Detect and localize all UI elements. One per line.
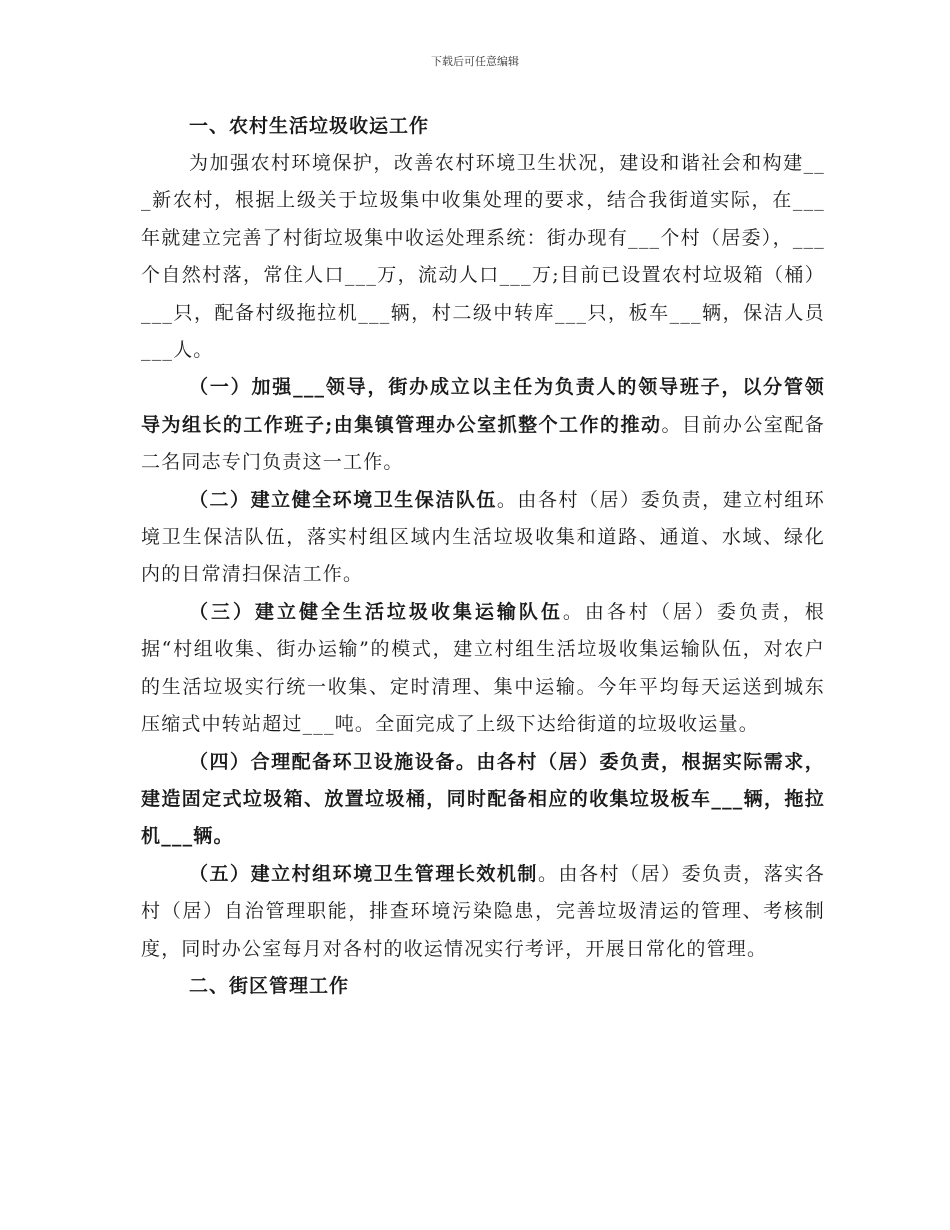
document-body [141, 108, 825, 1005]
paragraph-2 [141, 482, 825, 594]
section-heading-2: 二、街区管理工作 [189, 974, 350, 997]
paragraph-5-lead: （五）建立村组环境卫生管理长效机制 [189, 862, 538, 885]
paragraph-2-body: 。由各村（居）委负责，建立村组环境卫生保洁队伍，落实村组区域内生活垃圾收集和道路、通道、水域、绿化内的日常清扫保洁工作。 [141, 488, 825, 586]
paragraph-3-lead: （三）建立健全生活垃圾收集运输队伍 [189, 600, 563, 623]
paragraph-1-body: 。目前办公室配备二名同志专门负责这一工作。 [141, 413, 825, 474]
paragraph-5-body: 。由各村（居）委负责，落实各村（居）自治管理职能，排查环境污染隐患，完善垃圾清运的管理、考核制度，同时办公室每月对各村的收运情况实行考评，开展日常化的管理。 [141, 862, 825, 960]
paragraph-4: （四）合理配备环卫设施设备。由各村（居）委负责，根据实际需求，建造固定式垃圾箱、放置垃圾桶，同时配备相应的收集垃圾板车___辆，拖拉机___辆。 [141, 750, 825, 848]
section-heading-1: 一、农村生活垃圾收运工作 [189, 115, 430, 137]
intro-paragraph: 为加强农村环境保护，改善农村环境卫生状况，建设和谐社会和构建___新农村，根据上级关于垃圾集中收集处理的要求，结合我街道实际，在___年就建立完善了村街垃圾集中收运处理系统：街办现有___个村（居委），___个自然村落，常住人口___万，流动人口___万;目前已设置农村垃圾箱（桶）___只，配备村级拖拉机___辆，村二级中转库___只，板车___辆，保洁人员___人。 [141, 152, 825, 362]
paragraph-1-lead: （一）加强___领导，街办成立以主任为负责人的领导班子，以分管领导为组长的工作班子;由集镇管理办公室抓整个工作的推动 [141, 376, 825, 436]
paragraph-2-lead: （二）建立健全环境卫生保洁队伍 [189, 488, 497, 511]
paragraph-3-body: 。由各村（居）委负责，根据“村组收集、街办运输”的模式，建立村组生活垃圾收集运输队伍，对农户的生活垃圾实行统一收集、定时清理、集中运输。今年平均每天运送到城东压缩式中转站超过___吨。全面完成了上级下达给街道的垃圾收运量。 [141, 600, 825, 736]
paragraph-5 [141, 856, 825, 968]
page-header: 下载后可任意编辑 [431, 55, 519, 68]
paragraph-1 [141, 369, 825, 481]
paragraph-3 [141, 594, 825, 744]
